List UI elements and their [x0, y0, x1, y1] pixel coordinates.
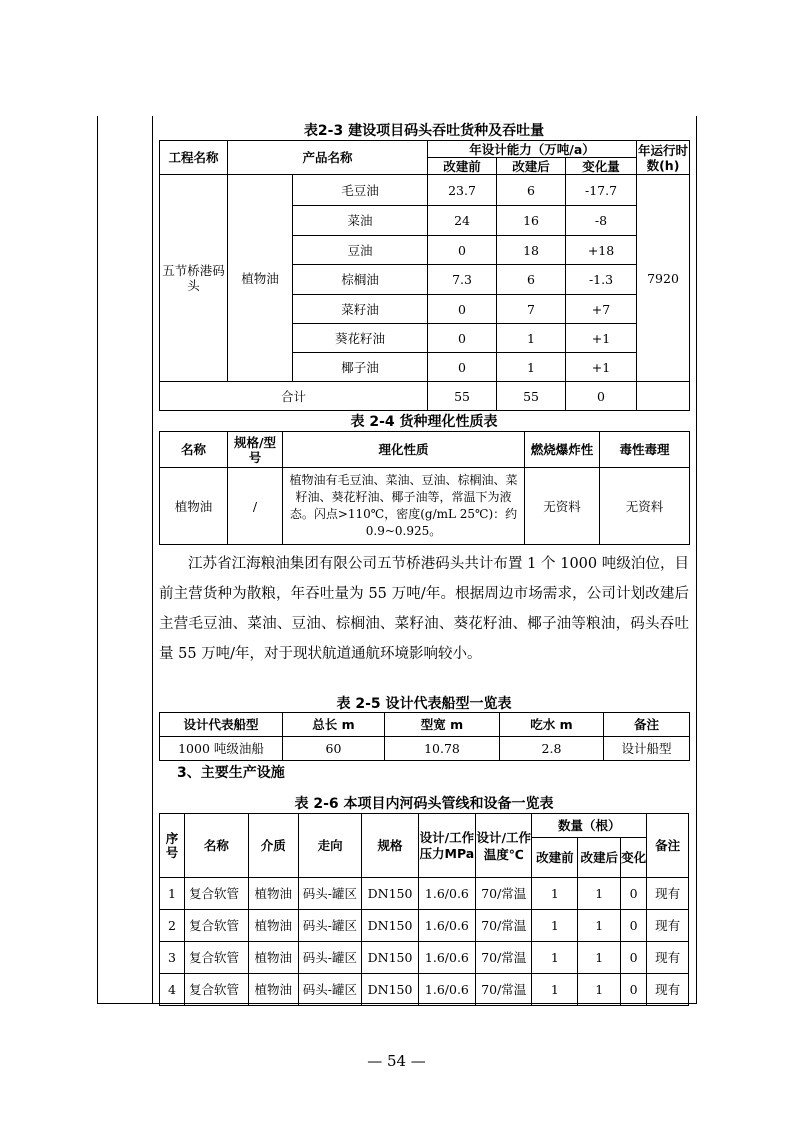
header-before: 改建前 — [532, 838, 578, 878]
after-value: 18 — [497, 236, 566, 265]
table-row — [160, 878, 689, 910]
category: 植物油 — [228, 175, 293, 382]
before-value: 0 — [428, 353, 497, 382]
after-value: 1 — [497, 324, 566, 353]
after-value: 7 — [497, 295, 566, 324]
header-name: 名称 — [185, 814, 249, 878]
after-value: 16 — [497, 206, 566, 236]
row-change: 0 — [621, 942, 647, 974]
table-row — [160, 974, 689, 1006]
row-direction: 码头-罐区 — [298, 942, 362, 974]
row-spec: DN150 — [362, 910, 418, 942]
table-2-4-caption: 表 2-4 货种理化性质表 — [350, 414, 498, 430]
header-no: 序号 — [160, 814, 185, 878]
ship-type: 1000 吨级油船 — [160, 737, 283, 761]
row-before: 1 — [532, 942, 578, 974]
before-value: 0 — [428, 236, 497, 265]
row-medium: 植物油 — [248, 910, 298, 942]
row-medium: 植物油 — [248, 878, 298, 910]
row-pressure: 1.6/0.6 — [418, 974, 475, 1006]
row-spec: DN150 — [362, 942, 418, 974]
ship-draft: 2.8 — [500, 737, 604, 761]
description-text: 江苏省江海粮油集团有限公司五节桥港码头共计布置 1 个 1000 吨级泊位，目前主营货种为散粮，年吞吐量为 55 万吨/年。根据周边市场需求，公司计划改建后主营毛豆油、菜油、豆油、棕榈油、菜籽油、葵花籽油、椰子油等粮油，码头吞吐量 55 万吨/年，对于现状航道通航环境影响较小。 — [159, 556, 689, 662]
product-name: 棕榈油 — [293, 265, 428, 295]
row-after: 1 — [578, 910, 621, 942]
header-hours: 年运行时数(h) — [638, 142, 689, 173]
row-spec: DN150 — [362, 878, 418, 910]
ship-width: 10.78 — [385, 737, 500, 761]
cargo-fire: 无资料 — [525, 468, 600, 545]
row-direction: 码头-罐区 — [298, 878, 362, 910]
row-no: 4 — [160, 974, 185, 1006]
change-value: -1.3 — [566, 265, 637, 295]
row-before: 1 — [532, 878, 578, 910]
row-note: 现有 — [647, 942, 689, 974]
header-capacity: 年设计能力（万吨/a） — [428, 141, 637, 158]
row-change: 0 — [621, 910, 647, 942]
row-medium: 植物油 — [248, 974, 298, 1006]
total-hours-empty — [637, 382, 690, 411]
row-no: 1 — [160, 878, 185, 910]
header-fire: 燃烧爆炸性 — [525, 432, 600, 468]
row-direction: 码头-罐区 — [298, 910, 362, 942]
after-value: 6 — [497, 265, 566, 295]
row-pressure: 1.6/0.6 — [418, 942, 475, 974]
header-draft: 吃水 m — [500, 713, 604, 737]
after-value: 1 — [497, 353, 566, 382]
product-name: 菜籽油 — [293, 295, 428, 324]
row-after: 1 — [578, 974, 621, 1006]
total-label: 合计 — [160, 382, 428, 411]
description-paragraph — [159, 549, 689, 669]
row-temperature: 70/常温 — [476, 878, 532, 910]
row-temperature: 70/常温 — [476, 910, 532, 942]
table-2-4 — [159, 431, 690, 545]
product-name: 菜油 — [293, 206, 428, 236]
change-value: +18 — [566, 236, 637, 265]
header-spec: 规格/型号 — [228, 432, 283, 468]
row-direction: 码头-罐区 — [298, 974, 362, 1006]
product-name: 豆油 — [293, 236, 428, 265]
row-note: 现有 — [647, 878, 689, 910]
before-value: 0 — [428, 295, 497, 324]
header-project: 工程名称 — [160, 141, 228, 175]
header-note: 备注 — [604, 713, 690, 737]
row-before: 1 — [532, 974, 578, 1006]
header-before: 改建前 — [428, 158, 497, 175]
header-name: 名称 — [160, 432, 228, 468]
row-after: 1 — [578, 942, 621, 974]
header-change: 变化量 — [566, 158, 637, 175]
header-temperature: 设计/工作温度℃ — [476, 814, 532, 878]
cargo-spec: / — [228, 468, 283, 545]
before-value: 0 — [428, 324, 497, 353]
before-value: 24 — [428, 206, 497, 236]
row-note: 现有 — [647, 974, 689, 1006]
row-before: 1 — [532, 910, 578, 942]
table-2-5-caption: 表 2-5 设计代表船型一览表 — [336, 696, 512, 712]
change-value: -17.7 — [566, 175, 637, 206]
page-number: — 54 — — [367, 1052, 426, 1070]
header-props: 理化性质 — [283, 432, 525, 468]
header-product: 产品名称 — [228, 141, 428, 175]
row-medium: 植物油 — [248, 942, 298, 974]
cargo-name: 植物油 — [160, 468, 228, 545]
change-value: +1 — [566, 353, 637, 382]
hours-value: 7920 — [637, 175, 690, 382]
row-name: 复合软管 — [185, 974, 249, 1006]
header-spec: 规格 — [362, 814, 418, 878]
header-after: 改建后 — [578, 838, 621, 878]
cargo-toxicity: 无资料 — [600, 468, 690, 545]
header-pressure: 设计/工作压力MPa — [418, 814, 475, 878]
total-before: 55 — [428, 382, 497, 411]
header-ship: 设计代表船型 — [160, 713, 283, 737]
row-name: 复合软管 — [185, 910, 249, 942]
cargo-props: 植物油有毛豆油、菜油、豆油、棕榈油、菜籽油、葵花籽油、椰子油等，常温下为液态。闪点>110℃，密度(g/mL 25℃)：约 0.9~0.925。 — [283, 468, 525, 545]
change-value: -8 — [566, 206, 637, 236]
table-2-3 — [159, 140, 690, 411]
ship-note: 设计船型 — [604, 737, 690, 761]
row-note: 现有 — [647, 910, 689, 942]
row-change: 0 — [621, 878, 647, 910]
change-value: +1 — [566, 324, 637, 353]
header-length: 总长 m — [283, 713, 385, 737]
change-value: +7 — [566, 295, 637, 324]
header-change: 变化 — [621, 838, 647, 878]
product-name: 毛豆油 — [293, 175, 428, 206]
after-value: 6 — [497, 175, 566, 206]
row-pressure: 1.6/0.6 — [418, 878, 475, 910]
header-medium: 介质 — [248, 814, 298, 878]
product-name: 椰子油 — [293, 353, 428, 382]
total-after: 55 — [497, 382, 566, 411]
row-name: 复合软管 — [185, 942, 249, 974]
header-note: 备注 — [647, 814, 689, 878]
row-temperature: 70/常温 — [476, 974, 532, 1006]
row-spec: DN150 — [362, 974, 418, 1006]
header-toxicity: 毒性毒理 — [600, 432, 690, 468]
table-row — [160, 910, 689, 942]
total-change: 0 — [566, 382, 637, 411]
row-no: 3 — [160, 942, 185, 974]
header-width: 型宽 m — [385, 713, 500, 737]
project-name: 五节桥港码头 — [160, 175, 228, 382]
ship-length: 60 — [283, 737, 385, 761]
table-2-5 — [159, 712, 690, 761]
row-temperature: 70/常温 — [476, 942, 532, 974]
table-2-6 — [159, 813, 689, 1006]
row-no: 2 — [160, 910, 185, 942]
before-value: 23.7 — [428, 175, 497, 206]
section-title: 3、主要生产设施 — [177, 765, 285, 781]
table-2-6-caption: 表 2-6 本项目内河码头管线和设备一览表 — [294, 796, 554, 812]
row-pressure: 1.6/0.6 — [418, 910, 475, 942]
product-name: 葵花籽油 — [293, 324, 428, 353]
row-after: 1 — [578, 878, 621, 910]
before-value: 7.3 — [428, 265, 497, 295]
header-quantity: 数量（根） — [532, 814, 647, 838]
header-after: 改建后 — [497, 158, 566, 175]
row-name: 复合软管 — [185, 878, 249, 910]
table-row — [160, 942, 689, 974]
row-change: 0 — [621, 974, 647, 1006]
header-direction: 走向 — [298, 814, 362, 878]
table-2-3-caption: 表2-3 建设项目码头吞吐货种及吞吐量 — [303, 123, 545, 139]
left-column — [97, 116, 153, 1004]
